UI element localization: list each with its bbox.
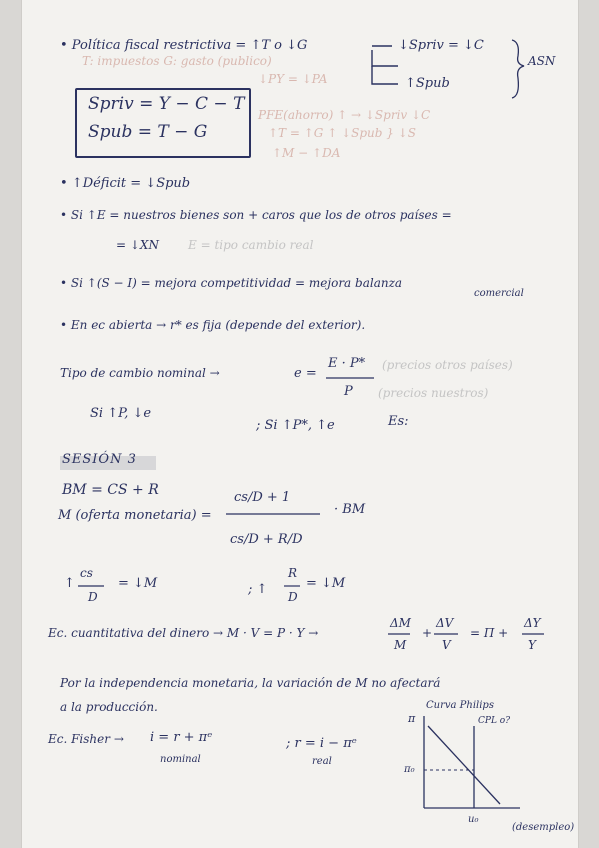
spriv-equation: Spriv = Y − C − T (88, 94, 245, 114)
ghost-note-d: ↑T = ↑G ↑ ↓Spub } ↓S (268, 126, 416, 140)
dv-den: V (442, 638, 451, 652)
u0-label: u₀ (468, 814, 479, 825)
dm-num: ΔM (390, 616, 411, 630)
nominal-exchange-label: Tipo de cambio nominal → (60, 366, 220, 380)
frac1-den: D (88, 590, 98, 604)
dy-den: Y (528, 638, 536, 652)
eq-pi: = Π + (470, 626, 509, 640)
frac2-pre: ; ↑ (248, 582, 268, 597)
phillips-title: Curva Philips (426, 700, 494, 711)
deficit-line: • ↑Déficit = ↓Spub (60, 176, 191, 191)
foreign-prices-ghost: (precios otros países) (382, 358, 513, 372)
independence-line-2: a la producción. (60, 700, 158, 714)
ghost-note-a: T: impuestos G: gasto (publico) (82, 54, 272, 68)
money-supply-num: cs/D + 1 (234, 490, 291, 505)
spub-effect: ↑Spub (405, 76, 450, 91)
open-economy-line: • En ec abierta → r* es fija (depende del exterior). (60, 318, 366, 332)
frac1-pre: ↑ (64, 576, 75, 591)
unemployment-label: (desempleo) (512, 822, 575, 833)
real-label: real (312, 756, 332, 767)
price-effect-a: Si ↑P, ↓e (90, 406, 152, 421)
fisher-equation: i = r + πᵉ (150, 730, 213, 745)
e-denominator: P (344, 384, 353, 399)
plus-1: + (422, 626, 433, 640)
independence-line-1: Por la independencia monetaria, la variación de M no afectará (60, 676, 441, 690)
ghost-note-c: PFE(ahorro) ↑ → ↓Spriv ↓C (258, 108, 431, 122)
dv-num: ΔV (436, 616, 454, 630)
competitiveness-line: • Si ↑(S − I) = mejora competitividad = mejora balanza (60, 276, 403, 290)
fisher-label: Ec. Fisher → (48, 732, 124, 746)
quantity-equation: Ec. cuantitativa del dinero → M · V = P · Y → (48, 626, 319, 640)
exchange-line: • Si ↑E = nuestros bienes son + caros que los de otros países = (60, 208, 452, 222)
pi-axis-label: π (408, 712, 416, 725)
frac2-den: D (288, 590, 298, 604)
exchange-ghost: E = tipo cambio real (188, 238, 314, 252)
money-supply-label: M (oferta monetaria) = (58, 508, 212, 523)
e-equals: e = (294, 366, 317, 381)
ghost-note-e: ↑M − ↑DA (272, 146, 341, 160)
price-effect-es: Es: (388, 414, 409, 429)
pi0-label: π₀ (404, 764, 415, 775)
frac2-post: = ↓M (306, 576, 346, 591)
frac1-post: = ↓M (118, 576, 158, 591)
competitiveness-line-cont: comercial (474, 288, 524, 299)
nominal-label: nominal (160, 754, 201, 765)
price-effect-b: ; Si ↑P*, ↑e (256, 418, 335, 433)
fisher-real-rate: ; r = i − πᵉ (286, 736, 357, 751)
e-numerator: E · P* (328, 356, 366, 371)
spub-equation: Spub = T − G (88, 122, 208, 142)
money-supply-bm: · BM (334, 502, 366, 517)
frac2-num: R (288, 566, 298, 580)
base-money-eq: BM = CS + R (62, 482, 159, 498)
session-heading: SESIÓN 3 (62, 452, 137, 467)
fiscal-policy-line: • Política fiscal restrictiva = ↑T o ↓G (60, 38, 308, 53)
exchange-line-cont: = ↓XN (116, 238, 159, 252)
frac1-num: cs (80, 566, 93, 580)
dm-den: M (394, 638, 407, 652)
domestic-prices-ghost: (precios nuestros) (378, 386, 489, 400)
asn-label: ASN (528, 54, 556, 68)
spriv-effect: ↓Spriv = ↓C (398, 38, 484, 53)
cpl-label: CPL o? (478, 716, 511, 726)
ghost-note-b: ↓PY = ↓PA (258, 72, 328, 86)
money-supply-den: cs/D + R/D (230, 532, 303, 547)
dy-num: ΔY (524, 616, 541, 630)
